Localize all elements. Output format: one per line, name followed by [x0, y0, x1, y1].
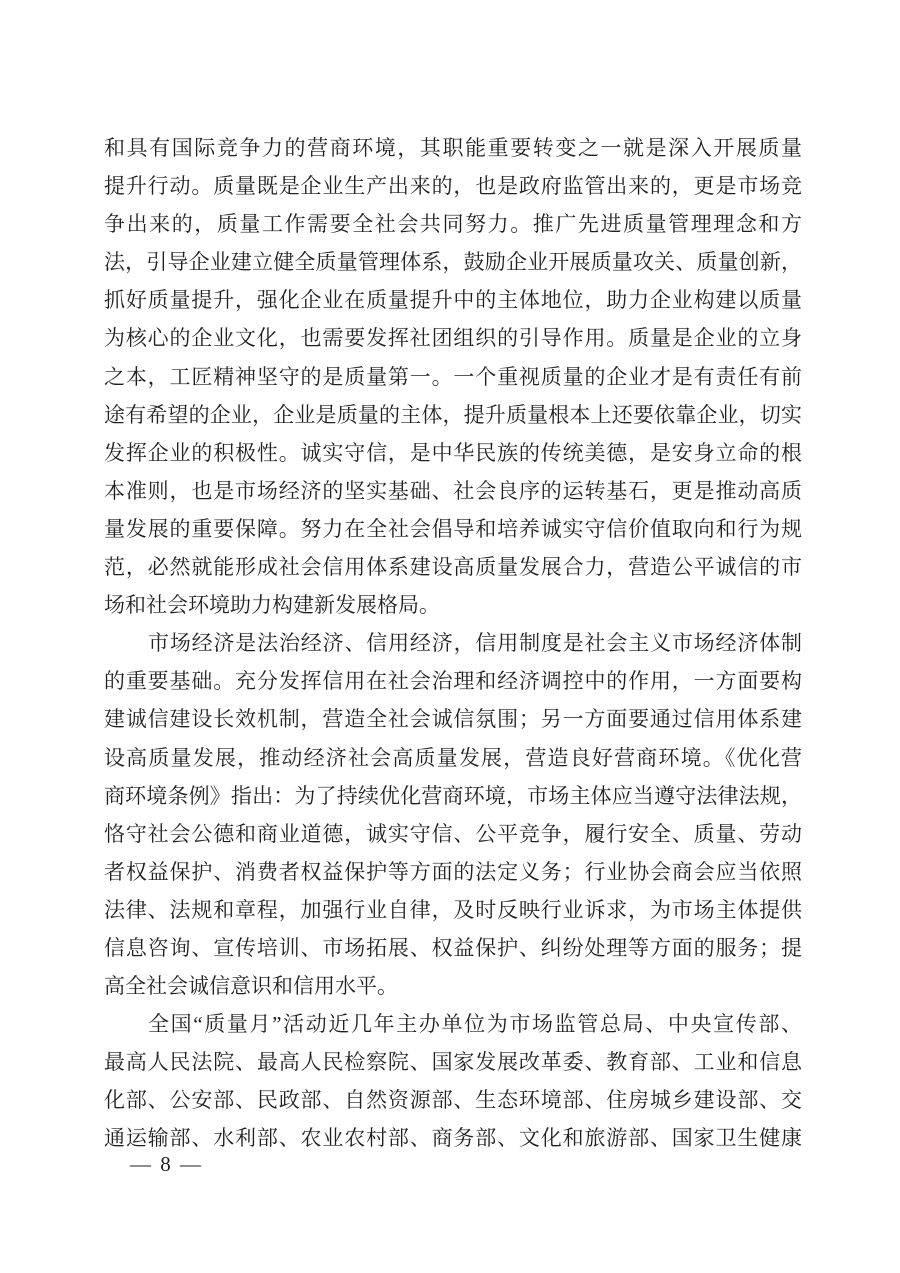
text-line: 全国“质量月”活动近几年主办单位为市场监管总局、中央宣传部、 [148, 1012, 802, 1037]
page-number: — 8 — [130, 1152, 203, 1176]
text-line: 发挥企业的积极性。诚实守信，是中华民族的传统美德，是安身立命的根 [104, 440, 802, 465]
text-line: 量发展的重要保障。努力在全社会倡导和培养诚实守信价值取向和行为规 [104, 516, 802, 541]
text-line: 的重要基础。充分发挥信用在社会治理和经济调控中的作用，一方面要构 [104, 669, 802, 694]
text-line: 设高质量发展，推动经济社会高质量发展，营造良好营商环境。《优化营 [104, 745, 802, 770]
text-line: 信息咨询、宣传培训、市场拓展、权益保护、纠纷处理等方面的服务；提 [104, 935, 802, 960]
text-line: 法律、法规和章程，加强行业自律，及时反映行业诉求，为市场主体提供 [104, 897, 802, 922]
text-line: 通运输部、水利部、农业农村部、商务部、文化和旅游部、国家卫生健康 [104, 1126, 802, 1151]
text-line: 场和社会环境助力构建新发展格局。 [104, 593, 440, 618]
text-line: 之本，工匠精神坚守的是质量第一。一个重视质量的企业才是有责任有前 [104, 364, 802, 389]
text-line: 提升行动。质量既是企业生产出来的，也是政府监管出来的，更是市场竞 [104, 174, 802, 199]
text-line: 本准则，也是市场经济的坚实基础、社会良序的运转基石，更是推动高质 [104, 478, 802, 503]
text-line: 者权益保护、消费者权益保护等方面的法定义务；行业协会商会应当依照 [104, 859, 802, 884]
text-line: 恪守社会公德和商业道德，诚实守信、公平竞争，履行安全、质量、劳动 [104, 821, 802, 846]
text-line: 争出来的，质量工作需要全社会共同努力。推广先进质量管理理念和方 [104, 212, 802, 237]
text-line: 抓好质量提升，强化企业在质量提升中的主体地位，助力企业构建以质量 [104, 288, 802, 313]
text-line: 市场经济是法治经济、信用经济，信用制度是社会主义市场经济体制 [148, 631, 802, 656]
text-line: 法，引导企业建立健全质量管理体系，鼓励企业开展质量攻关、质量创新， [104, 250, 802, 275]
text-line: 范，必然就能形成社会信用体系建设高质量发展合力，营造公平诚信的市 [104, 555, 802, 580]
text-line: 商环境条例》指出：为了持续优化营商环境，市场主体应当遵守法律法规， [104, 783, 802, 808]
body-text [104, 129, 802, 1158]
text-line: 最高人民法院、最高人民检察院、国家发展改革委、教育部、工业和信息 [104, 1050, 802, 1075]
text-line: 建诚信建设长效机制，营造全社会诚信氛围；另一方面要通过信用体系建 [104, 707, 802, 732]
text-line: 和具有国际竞争力的营商环境，其职能重要转变之一就是深入开展质量 [104, 136, 802, 160]
text-line: 途有希望的企业，企业是质量的主体，提升质量根本上还要依靠企业，切实 [104, 402, 802, 427]
text-line: 化部、公安部、民政部、自然资源部、生态环境部、住房城乡建设部、交 [104, 1088, 802, 1113]
text-line: 为核心的企业文化，也需要发挥社团组织的引导作用。质量是企业的立身 [104, 326, 802, 351]
text-line: 高全社会诚信意识和信用水平。 [104, 974, 398, 999]
